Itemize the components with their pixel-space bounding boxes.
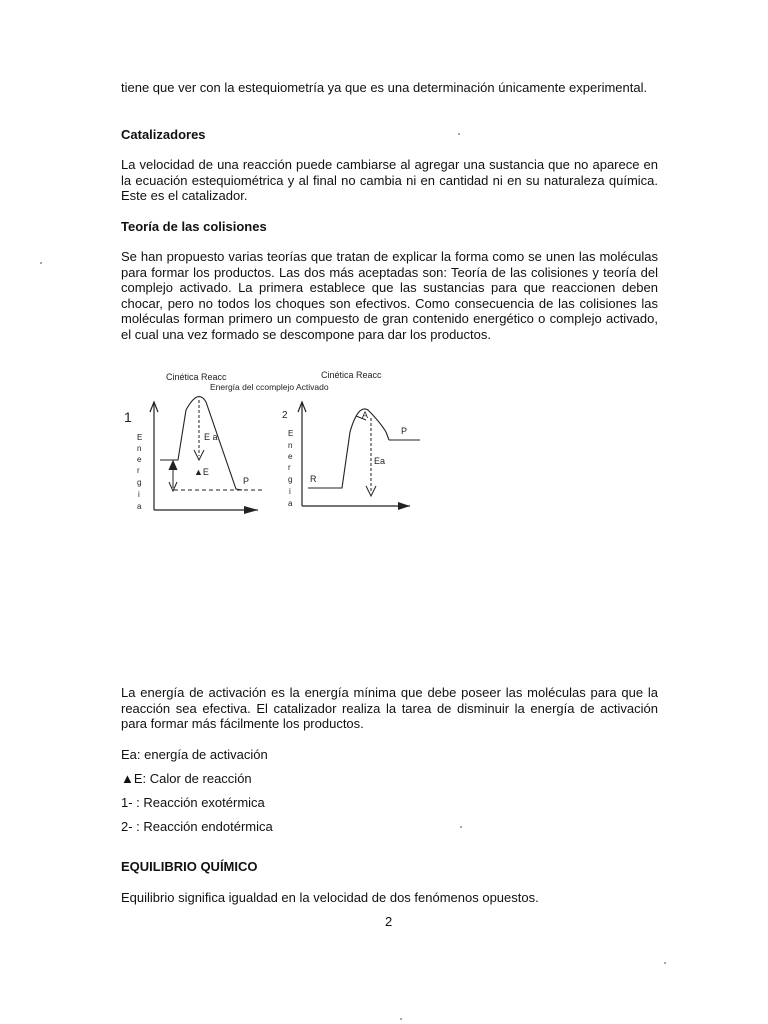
x-axis-arrow-left [244,506,258,514]
scan-speck [460,826,462,828]
diagram-title-left: Cinética Reacc [166,372,227,382]
label-p-right: P [401,426,408,436]
diagram-endotermica [282,402,420,510]
axis-letter: e [288,452,293,461]
diagram-number-2: 2 [282,410,288,421]
heading-equilibrio: EQUILIBRIO QUÍMICO [121,859,258,874]
axis-letter: g [137,478,142,487]
definition-exotermica: 1- : Reacción exotérmica [121,795,265,810]
delta-arrow-up-left [169,461,177,470]
definitions-list [121,747,273,843]
activacion-paragraph: La energía de activación es la energía mínima que debe poseer las moléculas para que la reacción sea efectiva. El catalizador realiza la tarea de disminuir la energía de activación para formar más fácilmente los productos. [121,685,658,732]
scan-speck [458,133,460,135]
axis-letter: i [138,490,140,499]
axis-letter: r [137,466,140,475]
definition-delta-e: ▲E: Calor de reacción [121,771,252,786]
diagram-number-1: 1 [124,409,132,425]
axis-letter: n [137,444,142,453]
label-a-right: A [362,410,369,420]
catalizadores-paragraph: La velocidad de una reacción puede cambiarse al agregar una sustancia que no aparece en la ecuación estequiométrica y al final no cambia ni en cantidad ni en su naturaleza química. Este es el catalizador. [121,157,658,204]
label-delta-e-left: ▲E [194,467,209,477]
scan-speck [400,1018,402,1020]
axis-letter: E [288,429,294,438]
label-p-left: P [243,476,250,486]
label-ea-left: E a [204,432,218,442]
diagram-exotermica [124,397,262,514]
heading-colisiones: Teoría de las colisiones [121,219,267,234]
axis-letter: e [137,455,142,464]
axis-letter: i [289,487,291,496]
diagram-subtitle: Energía del ccomplejo Activado [210,382,329,392]
colisiones-paragraph: Se han propuesto varias teorías que tratan de explicar la forma como se unen las moléculas para formar los productos. Las dos más aceptadas son: Teoría de las colisiones y teoría del complejo activado. La primera establece que las sustancias para que reaccionen deben chocar, pero no todos los choques son efectivos. Como consecuencia de las colisiones las moléculas forman primero un compuesto de gran contenido energético o complejo activado, el cual una vez formado se descompone para dar los productos. [121,249,658,342]
energy-diagrams [110,360,430,520]
axis-letter: r [288,463,291,472]
label-ea-right: Ea [374,456,386,466]
page-number: 2 [385,914,393,929]
intro-paragraph: tiene que ver con la estequiometría ya que es una determinación únicamente experimental. [121,80,648,95]
diagram-title-right: Cinética Reacc [321,370,382,380]
reaction-curve-right [308,409,389,488]
heading-catalizadores: Catalizadores [121,127,206,142]
scan-speck [40,262,42,264]
label-r-right: R [310,474,317,484]
axis-letter: n [288,441,293,450]
axis-letter: a [137,502,142,511]
scan-speck [664,962,666,964]
definition-ea: Ea: energía de activación [121,747,268,762]
definition-endotermica: 2- : Reacción endotérmica [121,819,273,834]
axis-letter: a [288,499,293,508]
x-axis-arrow-right [398,502,410,510]
equilibrio-paragraph: Equilibrio significa igualdad en la velocidad de dos fenómenos opuestos. [121,890,539,905]
axis-letter: g [288,475,293,484]
axis-letter: E [137,433,143,442]
